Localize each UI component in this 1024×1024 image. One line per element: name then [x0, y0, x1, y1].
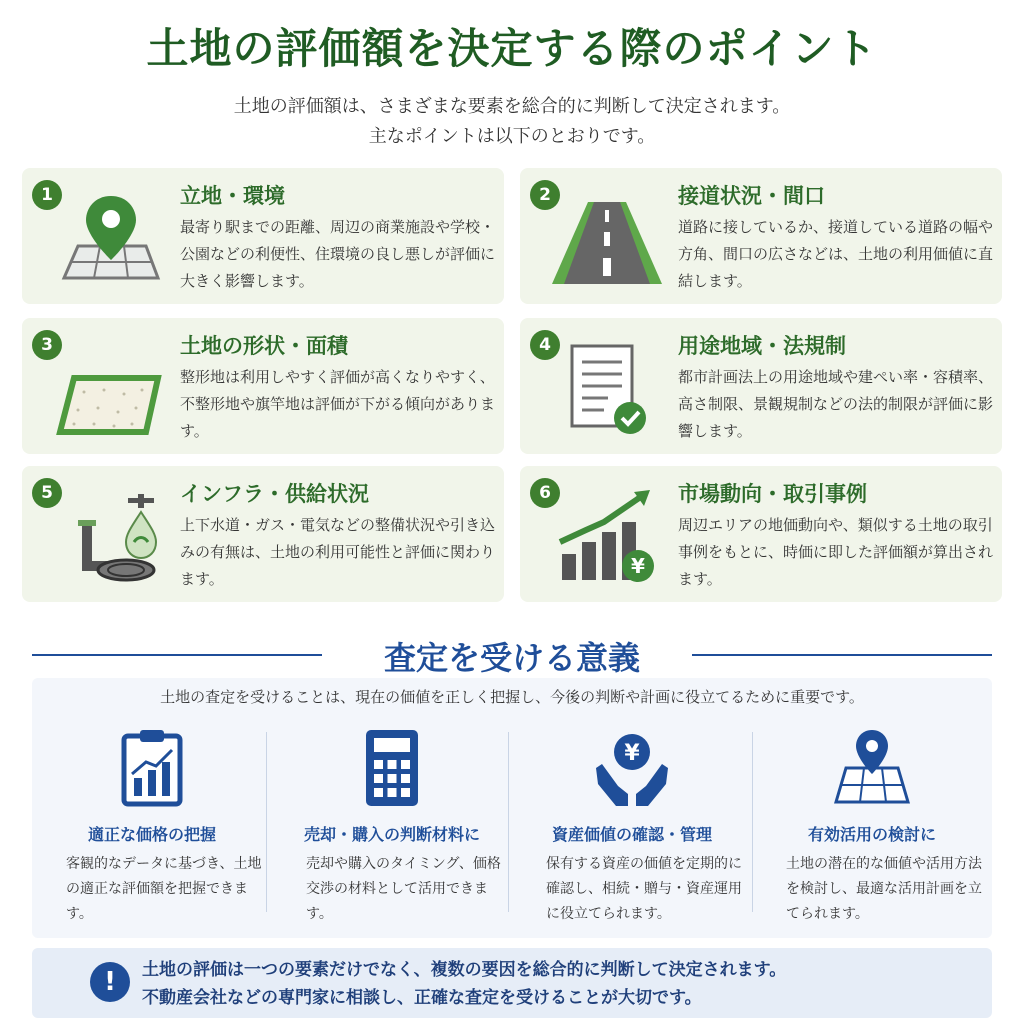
card-description: 最寄り駅までの距離、周辺の商業施設や学校・公園などの利便性、住環境の良し悪しが評価に大きく影響します。	[180, 218, 496, 290]
card-description: 都市計画法上の用途地域や建ぺい率・容積率、高さ制限、景観規制などの法的制限が評価に影響します。	[678, 368, 994, 440]
column-divider	[266, 732, 267, 912]
divider-right	[692, 654, 992, 656]
significance-item-sale	[272, 728, 512, 928]
intro-line: 土地の評価額は、さまざまな要素を総合的に判断して決定されます。	[233, 96, 791, 117]
column-divider	[508, 732, 509, 912]
clipboard-chart-icon	[112, 728, 192, 808]
notice-box	[32, 948, 992, 1018]
road-icon	[552, 188, 662, 288]
card-title: 接道状況・間口	[678, 184, 825, 208]
number-badge: 1	[32, 180, 62, 210]
intro-text	[0, 92, 1024, 152]
map-pin-icon	[832, 728, 912, 808]
item-description: 保有する資産の価値を定期的に確認し、相続・贈与・資産運用に役立てられます。	[546, 856, 742, 922]
item-title: 資産価値の確認・管理	[551, 825, 712, 844]
item-title: 売却・購入の判断材料に	[303, 825, 480, 844]
calculator-icon	[352, 728, 432, 808]
point-card-road-access	[520, 168, 1002, 304]
intro-line: 主なポイントは以下のとおりです。	[368, 126, 656, 147]
significance-item-price	[32, 728, 272, 928]
point-card-shape-area	[22, 318, 504, 454]
item-description: 客観的なデータに基づき、土地の適正な評価額を把握できます。	[66, 856, 262, 922]
card-title: インフラ・供給状況	[180, 482, 369, 506]
item-title: 適正な価格の把握	[87, 825, 216, 844]
point-card-location	[22, 168, 504, 304]
card-title: 用途地域・法規制	[678, 334, 846, 358]
card-title: 土地の形状・面積	[180, 334, 348, 358]
significance-panel	[32, 678, 992, 938]
svg-text:¥: ¥	[624, 741, 640, 766]
notice-line: 土地の評価は一つの要素だけでなく、複数の要因を総合的に判断して決定されます。	[142, 960, 787, 980]
section-intro: 土地の査定を受けることは、現在の価値を正しく把握し、今後の判断や計画に役立てるために重要です。	[160, 688, 864, 706]
number-badge: 4	[530, 330, 560, 360]
card-title: 市場動向・取引事例	[678, 482, 867, 506]
map-pin-icon	[54, 188, 164, 288]
significance-item-asset	[512, 728, 752, 928]
section-title: 査定を受ける意義	[383, 639, 640, 677]
card-description: 周辺エリアの地価動向や、類似する土地の取引事例をもとに、時価に即した評価額が算出されます。	[678, 516, 994, 588]
item-title: 有効活用の検討に	[807, 825, 936, 844]
exclamation-icon: !	[90, 962, 130, 1002]
point-card-market-trend	[520, 466, 1002, 602]
notice-line: 不動産会社などの専門家に相談し、正確な査定を受けることが大切です。	[142, 988, 702, 1008]
number-badge: 5	[32, 478, 62, 508]
section-header	[32, 633, 992, 677]
yen-hands-icon	[592, 728, 672, 808]
card-description: 整形地は利用しやすく評価が高くなりやすく、不整形地や旗竿地は評価が下がる傾向があります。	[180, 368, 496, 440]
item-description: 土地の潜在的な価値や活用方法を検討し、最適な活用計画を立てられます。	[786, 856, 982, 922]
number-badge: 3	[32, 330, 62, 360]
card-description: 上下水道・ガス・電気などの整備状況や引き込みの有無は、土地の利用可能性と評価に関わります。	[180, 516, 496, 588]
number-badge: 6	[530, 478, 560, 508]
page-title: 土地の評価額を決定する際のポイント	[146, 24, 878, 73]
yen-chart-icon	[552, 486, 662, 586]
significance-item-utilization	[752, 728, 992, 928]
document-check-icon	[552, 338, 662, 438]
point-card-zoning	[520, 318, 1002, 454]
item-description: 売却や購入のタイミング、価格交渉の材料として活用できます。	[306, 856, 501, 922]
land-plot-icon	[54, 338, 164, 438]
point-card-infrastructure	[22, 466, 504, 602]
card-description: 道路に接しているか、接道している道路の幅や方角、間口の広さなどは、土地の利用価値に直結します。	[678, 218, 994, 290]
water-pipe-icon	[54, 486, 164, 586]
number-badge: 2	[530, 180, 560, 210]
card-title: 立地・環境	[180, 184, 285, 208]
svg-text:¥: ¥	[631, 554, 645, 578]
notice-text	[142, 956, 982, 1012]
